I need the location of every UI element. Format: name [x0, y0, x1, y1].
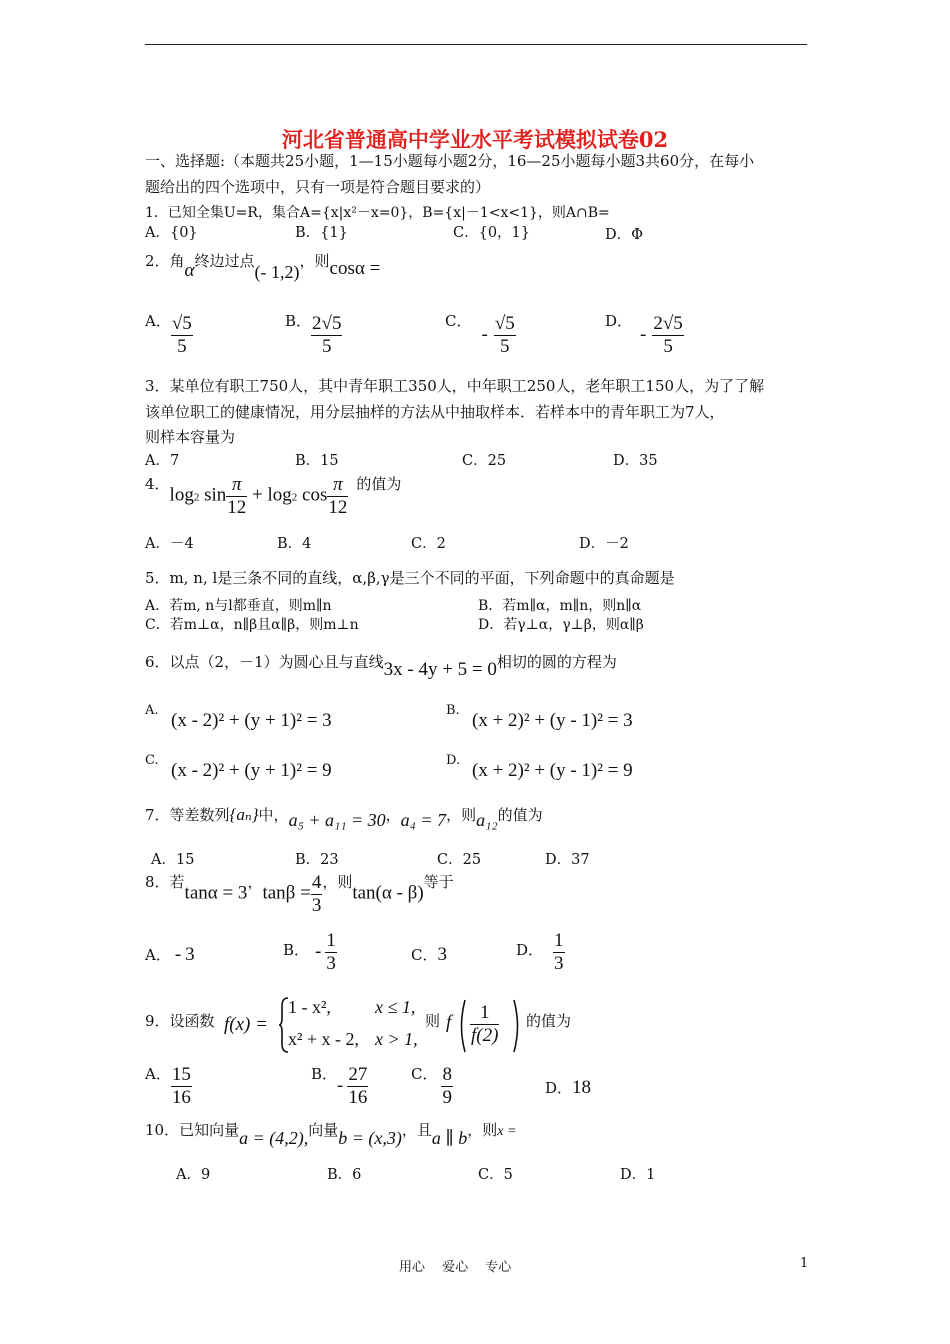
q7-target: a₁₂	[476, 810, 498, 830]
q9-then: 则	[425, 1012, 441, 1030]
q4-sin: sin	[199, 484, 227, 506]
q8-tan-b: tanβ =	[262, 882, 311, 904]
q2-label-a: A．	[145, 311, 171, 330]
q6-option-b: (x + 2)² + (y - 1)² = 3	[472, 710, 633, 731]
q8-c-value: 3	[437, 944, 447, 965]
q6-option-a: (x - 2)² + (y + 1)² = 3	[171, 710, 332, 731]
q4-log1: log	[169, 484, 194, 506]
q8-b-num: 1	[326, 930, 336, 951]
q8-d-den: 3	[554, 953, 564, 974]
q8-option-c	[411, 944, 447, 966]
q2-a-num: √5	[171, 313, 192, 334]
q4-frac2	[327, 474, 348, 519]
q5-stem: 5．m, n, l是三条不同的直线，α,β,γ是三个不同的平面，下列命题中的真命题是	[145, 569, 675, 587]
q6-option-c: (x - 2)² + (y + 1)² = 9	[171, 760, 332, 781]
q2-stem-a: 2．角	[145, 252, 185, 270]
q9-lparen	[457, 998, 467, 1054]
q9-b-num: 27	[348, 1064, 368, 1085]
q2-label-c: C．	[445, 311, 472, 330]
q5-option-c: C．若m⊥α，n∥β且α∥β，则m⊥n	[145, 617, 359, 633]
q8-target: tan(α - β)	[352, 882, 424, 904]
q6-tail: 相切的圆的方程为	[496, 653, 617, 671]
q1-option-b: B．{1}	[295, 225, 348, 241]
q7-comma: ，	[385, 806, 401, 824]
q7-tail: 的值为	[497, 806, 543, 824]
q8-option-b	[283, 930, 337, 975]
footer-motto: 用心 爱心 专心	[399, 1260, 512, 1275]
q9-case2: x² + x - 2,	[288, 1029, 360, 1049]
q2-d-num: 2√5	[653, 313, 683, 334]
q4-pi1: π	[226, 474, 247, 497]
q6-label-c: C.	[145, 753, 159, 768]
q6-label-b: B.	[446, 703, 460, 718]
q7-option-b: B．23	[295, 852, 339, 868]
q7-option-c: C．25	[437, 852, 482, 868]
q10-comma: ，且	[401, 1121, 432, 1139]
q9-tail: 的值为	[526, 1012, 572, 1030]
q9-d-value: 18	[572, 1077, 592, 1098]
q8-label-c: C．	[411, 946, 438, 964]
q10-x-eq: x =	[497, 1124, 517, 1139]
q10-option-b: B．6	[327, 1167, 362, 1183]
q9-frac-a	[171, 1064, 192, 1109]
q10-vec-a: a = (4,2),	[239, 1128, 309, 1148]
q7-cond1: a₅ + a₁₁ = 30	[288, 810, 386, 830]
q10-vec-b: b = (x,3)	[338, 1128, 402, 1148]
q2-b-den: 5	[322, 336, 332, 357]
q8-then: ，则	[322, 872, 353, 891]
q3-line1: 3．某单位有职工750人，其中青年职工350人，中年职工250人，老年职工150人，为了了解	[145, 377, 765, 395]
q6-label-d: D.	[446, 753, 461, 768]
q9-b-sign: -	[337, 1074, 344, 1096]
q9-stem: 9．设函数	[145, 1012, 215, 1030]
q9-option-c	[411, 1064, 453, 1109]
q9-a-den: 16	[171, 1087, 191, 1108]
q10-option-d: D．1	[620, 1167, 656, 1183]
q4-tail: 的值为	[356, 474, 402, 493]
q8-stem	[145, 872, 454, 917]
q9-fx: f(x) =	[224, 1014, 268, 1035]
q10-option-c: C．5	[478, 1167, 513, 1183]
q9-inner-frac-wrap	[470, 1002, 499, 1047]
q2-frac-d	[652, 313, 683, 358]
page-title: 河北省普通高中学业水平考试模拟试卷02	[281, 127, 669, 152]
q4-option-a: A．－4	[145, 536, 194, 552]
q9-frac-b	[347, 1064, 368, 1109]
q4-stem	[145, 474, 401, 519]
q9-inner-frac	[470, 1002, 499, 1047]
q4-base2: 2	[291, 491, 298, 504]
q10-parallel: a ∥ b	[431, 1128, 468, 1148]
q8-label-a: A．	[145, 946, 171, 964]
q2-alpha: α	[184, 260, 195, 281]
q1-option-d: D．Φ	[605, 227, 644, 243]
q8-tan-a: tanα = 3	[184, 882, 248, 904]
q3-option-d: D．35	[613, 453, 658, 469]
q8-comma: ，	[247, 872, 263, 891]
q9-option-a	[145, 1064, 192, 1109]
q2-b-num: 2√5	[312, 313, 342, 334]
q2-stem	[145, 250, 381, 282]
q2-d-den: 5	[663, 336, 673, 357]
q2-frac-b	[311, 313, 342, 358]
q8-option-d	[516, 930, 565, 975]
q10-stem-text: 10．已知向量	[145, 1121, 240, 1139]
q9-c-den: 9	[442, 1087, 452, 1108]
q2-option-a	[145, 313, 193, 358]
q10-stem	[145, 1119, 517, 1148]
q9-case1: 1 - x²,	[288, 997, 331, 1017]
q9-f: f	[446, 1012, 452, 1033]
q7-cond2: a₄ = 7	[400, 810, 447, 830]
q7-mid: 中，	[258, 806, 289, 824]
q9-label-d: D．	[545, 1079, 573, 1097]
q8-frac	[311, 872, 323, 917]
q1-stem: 1．已知全集U=R，集合A={x|x²－x=0}，B={x|－1<x<1}，则A∩B=	[145, 205, 610, 221]
q8-b-den: 3	[326, 953, 336, 974]
q6-stem-text: 6．以点（2，－1）为圆心且与直线	[145, 653, 384, 671]
q8-label-d: D．	[516, 940, 544, 959]
q4-num: 4．	[145, 474, 170, 493]
q1-option-a: A．{0}	[145, 225, 198, 241]
q9-c-num: 8	[442, 1064, 452, 1085]
q8-frac-d	[553, 930, 565, 975]
q5-option-a: A．若m, n与l都垂直，则m∥n	[145, 598, 332, 614]
q2-option-d	[605, 313, 684, 358]
q4-den1: 12	[227, 497, 247, 518]
q4-option-d: D．－2	[579, 536, 629, 552]
q1-option-c: C．{0，1}	[453, 225, 530, 241]
q2-frac-a	[171, 313, 193, 358]
q2-stem-c: ，则	[299, 252, 330, 270]
q9-b-den: 16	[348, 1087, 368, 1108]
q10-option-a: A．9	[176, 1167, 211, 1183]
q2-c-num: √5	[494, 313, 515, 334]
q9-rparen	[512, 998, 522, 1054]
q9-inner-den: f(2)	[471, 1025, 499, 1046]
q9-option-b	[311, 1064, 368, 1109]
q7-option-d: D．37	[545, 852, 590, 868]
page-number: 1	[800, 1256, 809, 1271]
q2-c-sign: -	[481, 323, 488, 345]
q6-label-a: A.	[145, 703, 159, 718]
q9-frac-c	[441, 1064, 453, 1109]
q8-d-num: 1	[554, 930, 564, 951]
q9-brace-path	[279, 998, 288, 1052]
q4-cos: cos	[297, 484, 328, 506]
q2-a-den: 5	[177, 336, 187, 357]
q2-c-den: 5	[500, 336, 510, 357]
q8-option-a	[145, 944, 195, 966]
q4-option-c: C．2	[411, 536, 446, 552]
q5-option-d: D．若γ⊥α，γ⊥β，则α∥β	[478, 617, 644, 633]
q6-option-d: (x + 2)² + (y - 1)² = 9	[472, 760, 633, 781]
q2-d-sign: -	[640, 323, 647, 345]
q8-a-sign: -	[174, 944, 182, 965]
q8-stem-text: 8．若	[145, 872, 185, 891]
section-intro-line2: 题给出的四个选项中，只有一项是符合题目要求的）	[145, 178, 491, 196]
q7-seq: {aₙ}	[229, 805, 259, 824]
q9-label-c: C．	[411, 1064, 438, 1083]
q2-label-d: D．	[605, 311, 633, 330]
q7-stem-text: 7．等差数列	[145, 806, 230, 824]
q3-option-b: B．15	[295, 453, 339, 469]
q2-frac-c	[494, 313, 516, 358]
q9-label-a: A．	[145, 1064, 171, 1083]
q2-option-b	[285, 313, 342, 358]
q4-base1: 2	[193, 491, 200, 504]
q8-frac-den: 3	[311, 895, 322, 916]
q3-line2: 该单位职工的健康情况，用分层抽样的方法从中抽取样本．若样本中的青年职工为7人，	[145, 403, 725, 421]
q3-option-c: C．25	[462, 453, 507, 469]
q2-point: (- 1,2)	[254, 262, 300, 282]
q10-then: ，则	[467, 1121, 498, 1139]
q9-inner-num: 1	[470, 1002, 499, 1025]
q4-frac1	[226, 474, 247, 519]
q8-b-sign: -	[315, 940, 322, 962]
q4-log2: + log	[247, 484, 292, 506]
q9-a-num: 15	[171, 1064, 191, 1085]
q8-a-value: 3	[185, 944, 195, 965]
q9-cond1: x ≤ 1,	[375, 997, 416, 1017]
q5-option-b: B．若m∥α，m∥n，则n∥α	[478, 598, 642, 614]
q9-label-b: B．	[311, 1064, 338, 1083]
q6-line-eq: 3x - 4y + 5 = 0	[383, 659, 497, 680]
q4-den2: 12	[328, 497, 348, 518]
q2-stem-b: 终边过点	[194, 252, 255, 270]
q9-option-d	[545, 1077, 591, 1099]
q10-mid: 向量	[308, 1121, 339, 1139]
header-rule	[145, 44, 807, 45]
q7-stem	[145, 804, 543, 830]
q2-option-c	[445, 313, 516, 358]
q4-pi2: π	[327, 474, 348, 497]
q9-rparen-path	[514, 1000, 518, 1052]
q3-line3: 则样本容量为	[145, 428, 236, 446]
q9-lparen-path	[462, 1000, 466, 1052]
q4-option-b: B．4	[277, 536, 312, 552]
q2-cos: cosα =	[329, 258, 381, 279]
q7-option-a: A．15	[151, 852, 195, 868]
q7-then: ，则	[446, 806, 477, 824]
q3-option-a: A．7	[145, 453, 180, 469]
q8-label-b: B．	[283, 940, 310, 959]
section-intro-line1: 一、选择题:（本题共25小题，1—15小题每小题2分，16—25小题每小题3共60分，在每小	[145, 152, 755, 170]
q2-label-b: B．	[285, 311, 312, 330]
q9-cond2: x > 1,	[375, 1029, 418, 1049]
q8-frac-b	[325, 930, 337, 975]
q6-stem	[145, 651, 617, 680]
q8-frac-num: 4	[311, 872, 322, 893]
q8-tail: 等于	[423, 872, 454, 891]
